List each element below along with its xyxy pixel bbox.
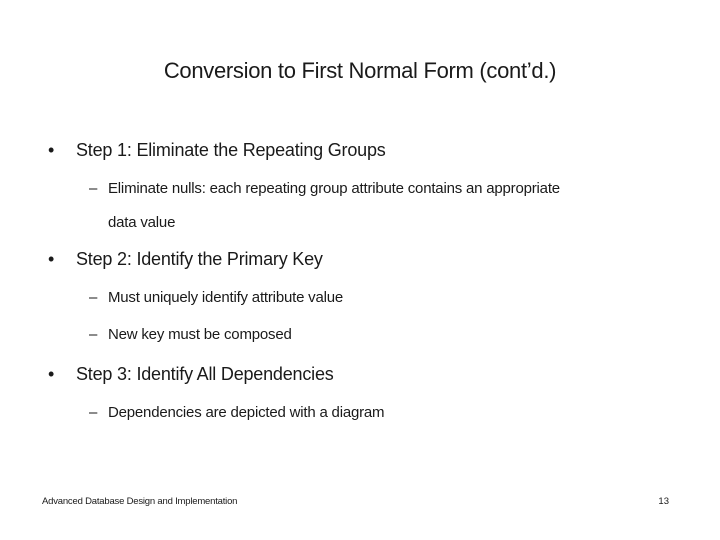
sub-bullet-text: New key must be composed	[108, 326, 292, 343]
bullet-text: Step 3: Identify All Dependencies	[76, 364, 334, 384]
bullet-marker: •	[48, 249, 55, 269]
sub-bullet-new-key	[89, 318, 292, 352]
slide-title: Conversion to First Normal Form (cont’d.)	[163, 58, 557, 83]
bullet-marker: •	[48, 140, 55, 160]
sub-bullet-dependencies-diagram	[89, 396, 384, 430]
footer-page-number: 13	[658, 496, 669, 507]
bullet-step-3	[48, 364, 334, 385]
bullet-step-2	[48, 249, 323, 270]
sub-bullet-marker: –	[89, 326, 98, 343]
bullet-text: Step 2: Identify the Primary Key	[76, 249, 323, 269]
bullet-marker: •	[48, 364, 55, 384]
sub-bullet-marker: –	[89, 404, 98, 421]
sub-bullet-text: Dependencies are depicted with a diagram	[108, 404, 385, 421]
bullet-step-1	[48, 140, 386, 161]
footer-course-title: Advanced Database Design and Implementation	[42, 496, 238, 507]
bullet-text: Step 1: Eliminate the Repeating Groups	[76, 140, 386, 160]
sub-bullet-text-line1: Eliminate nulls: each repeating group attribute contains an appropriate	[108, 180, 560, 197]
sub-bullet-text: Must uniquely identify attribute value	[108, 289, 344, 306]
sub-bullet-marker: –	[89, 180, 98, 197]
sub-bullet-uniquely-identify	[89, 281, 343, 315]
sub-bullet-marker: –	[89, 289, 98, 306]
sub-bullet-text-line2: data value	[108, 214, 176, 231]
sub-bullet-eliminate-nulls	[89, 172, 689, 240]
